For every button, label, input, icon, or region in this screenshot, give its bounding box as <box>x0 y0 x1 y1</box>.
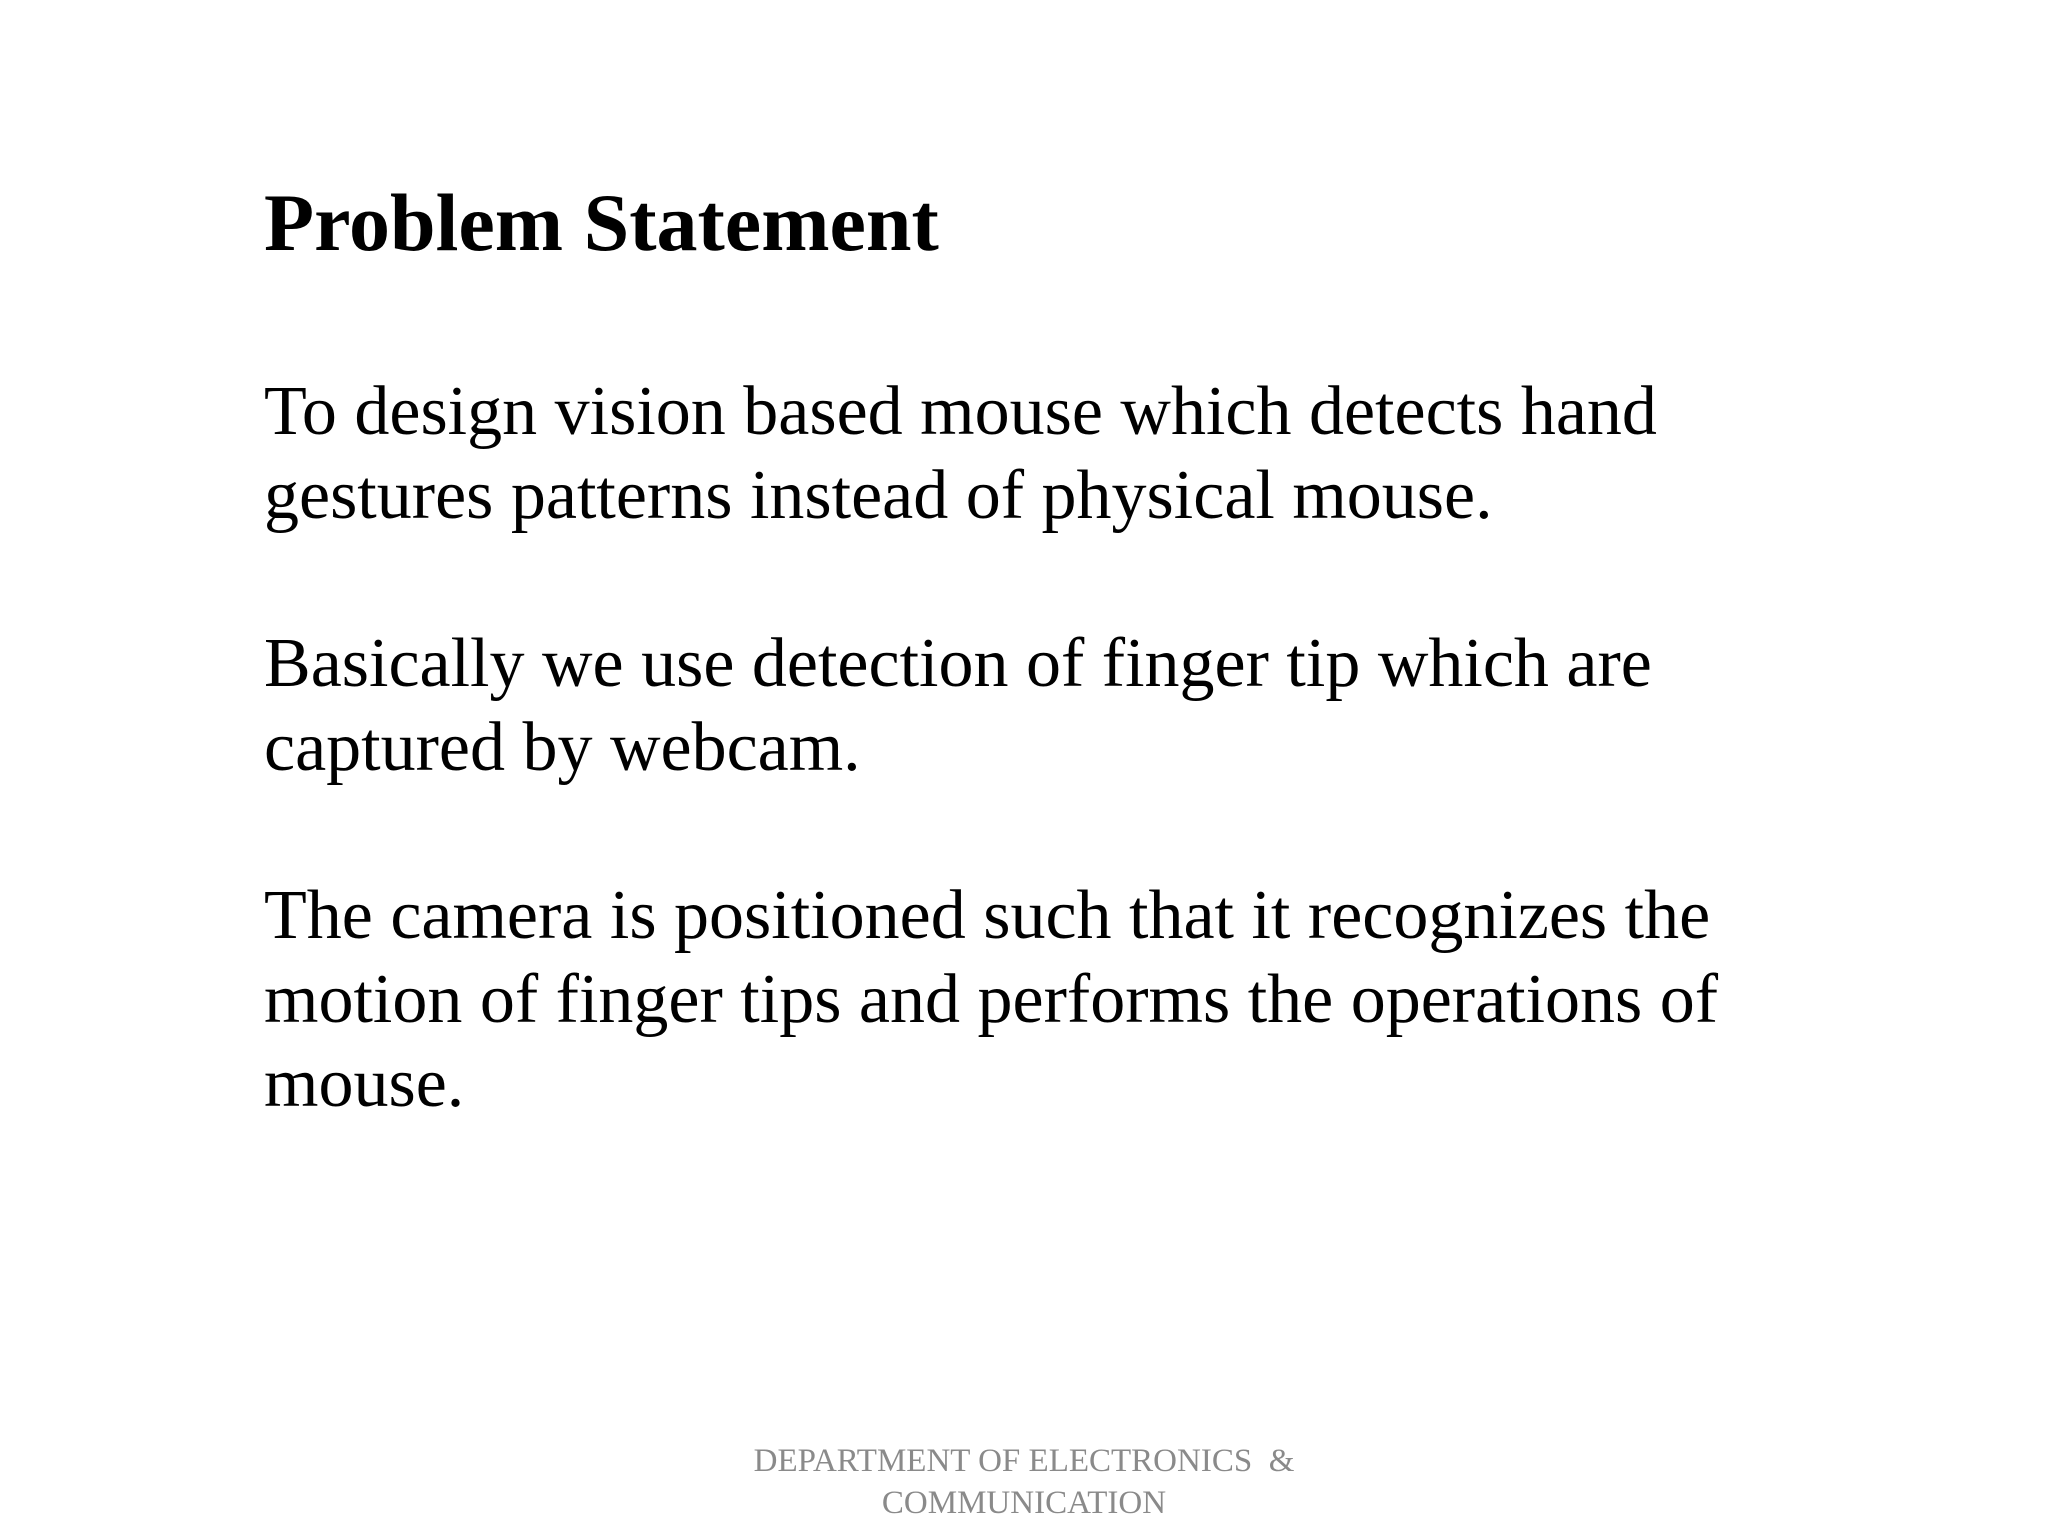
footer-line-2: COMMUNICATION <box>881 1485 1167 1521</box>
paragraph-1-line-2: gestures patterns instead of physical mouse. <box>264 457 1493 534</box>
paragraph-2-line-2: captured by webcam. <box>264 709 861 786</box>
slide-body <box>264 370 1824 1210</box>
footer-line-1: DEPARTMENT OF ELECTRONICS & <box>753 1443 1295 1479</box>
slide-title: Problem Statement <box>264 177 939 268</box>
paragraph-3-line-1: The camera is positioned such that it recognizes the <box>264 877 1711 954</box>
paragraph-3-line-2: motion of finger tips and performs the operations of <box>264 961 1719 1038</box>
slide-footer <box>0 1440 2048 1524</box>
paragraph-3 <box>264 874 1824 1126</box>
paragraph-3-line-3: mouse. <box>264 1045 465 1122</box>
paragraph-1-line-1: To design vision based mouse which detects hand <box>264 373 1657 450</box>
paragraph-2-line-1: Basically we use detection of finger tip which are <box>264 625 1652 702</box>
paragraph-1 <box>264 370 1824 538</box>
paragraph-2 <box>264 622 1824 790</box>
